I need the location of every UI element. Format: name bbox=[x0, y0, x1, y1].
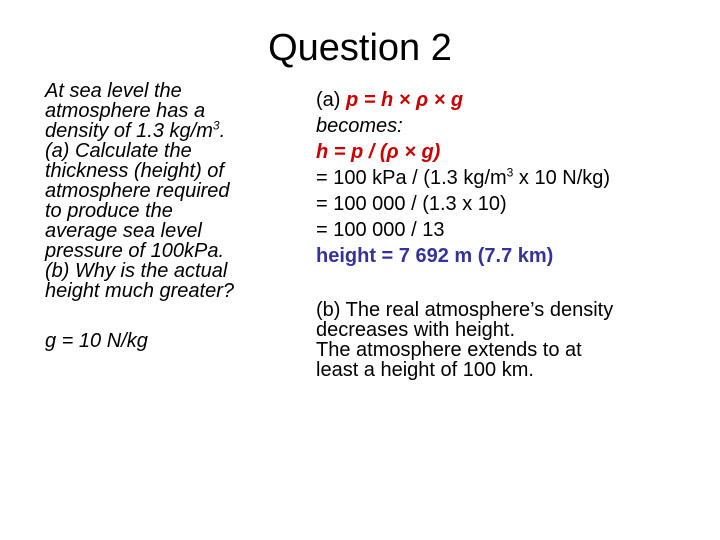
superscript: 3 bbox=[212, 118, 220, 133]
result-height: height = 7 692 m (7.7 km) bbox=[316, 245, 554, 267]
answer-b-line: (b) The real atmosphere’s density bbox=[316, 299, 614, 321]
question-line: atmosphere required bbox=[45, 180, 230, 202]
question-line: pressure of 100kPa. bbox=[45, 240, 224, 262]
becomes-label: becomes: bbox=[316, 115, 403, 137]
question-line: At sea level the bbox=[45, 80, 182, 102]
answer-b-line: least a height of 100 km. bbox=[316, 359, 534, 381]
question-line: (b) Why is the actual bbox=[45, 260, 228, 282]
calc-step bbox=[316, 165, 716, 191]
given-value: g = 10 N/kg bbox=[45, 330, 148, 352]
question-line bbox=[45, 118, 290, 142]
question-line: height much greater? bbox=[45, 280, 235, 302]
height-formula: h = p / (ρ × g) bbox=[316, 141, 441, 163]
question-line: thickness (height) of bbox=[45, 160, 224, 182]
question-line: atmosphere has a bbox=[45, 100, 206, 122]
question-line: (a) Calculate the bbox=[45, 140, 192, 162]
question-line: to produce the bbox=[45, 200, 173, 222]
part-a-label: (a) bbox=[316, 89, 346, 111]
pressure-formula: p = h × ρ × g bbox=[346, 89, 464, 111]
calc-step: = 100 000 / 13 bbox=[316, 219, 445, 241]
superscript: 3 bbox=[506, 165, 514, 180]
question-text bbox=[45, 81, 290, 351]
calc-step: = 100 000 / (1.3 x 10) bbox=[316, 193, 507, 215]
slide-title: Question 2 bbox=[268, 27, 452, 69]
question-line: average sea level bbox=[45, 220, 202, 242]
answer-b bbox=[316, 300, 716, 380]
answer-b-line: decreases with height. bbox=[316, 319, 516, 341]
period: . bbox=[219, 120, 226, 142]
density-text: density of 1.3 kg/m bbox=[45, 120, 213, 142]
calc-step-text: = 100 kPa / (1.3 kg/m bbox=[316, 167, 507, 189]
calc-step-text: x 10 N/kg) bbox=[513, 167, 611, 189]
answer-text bbox=[316, 87, 716, 380]
answer-b-line: The atmosphere extends to at bbox=[316, 339, 582, 361]
answer-a-line bbox=[316, 87, 716, 113]
